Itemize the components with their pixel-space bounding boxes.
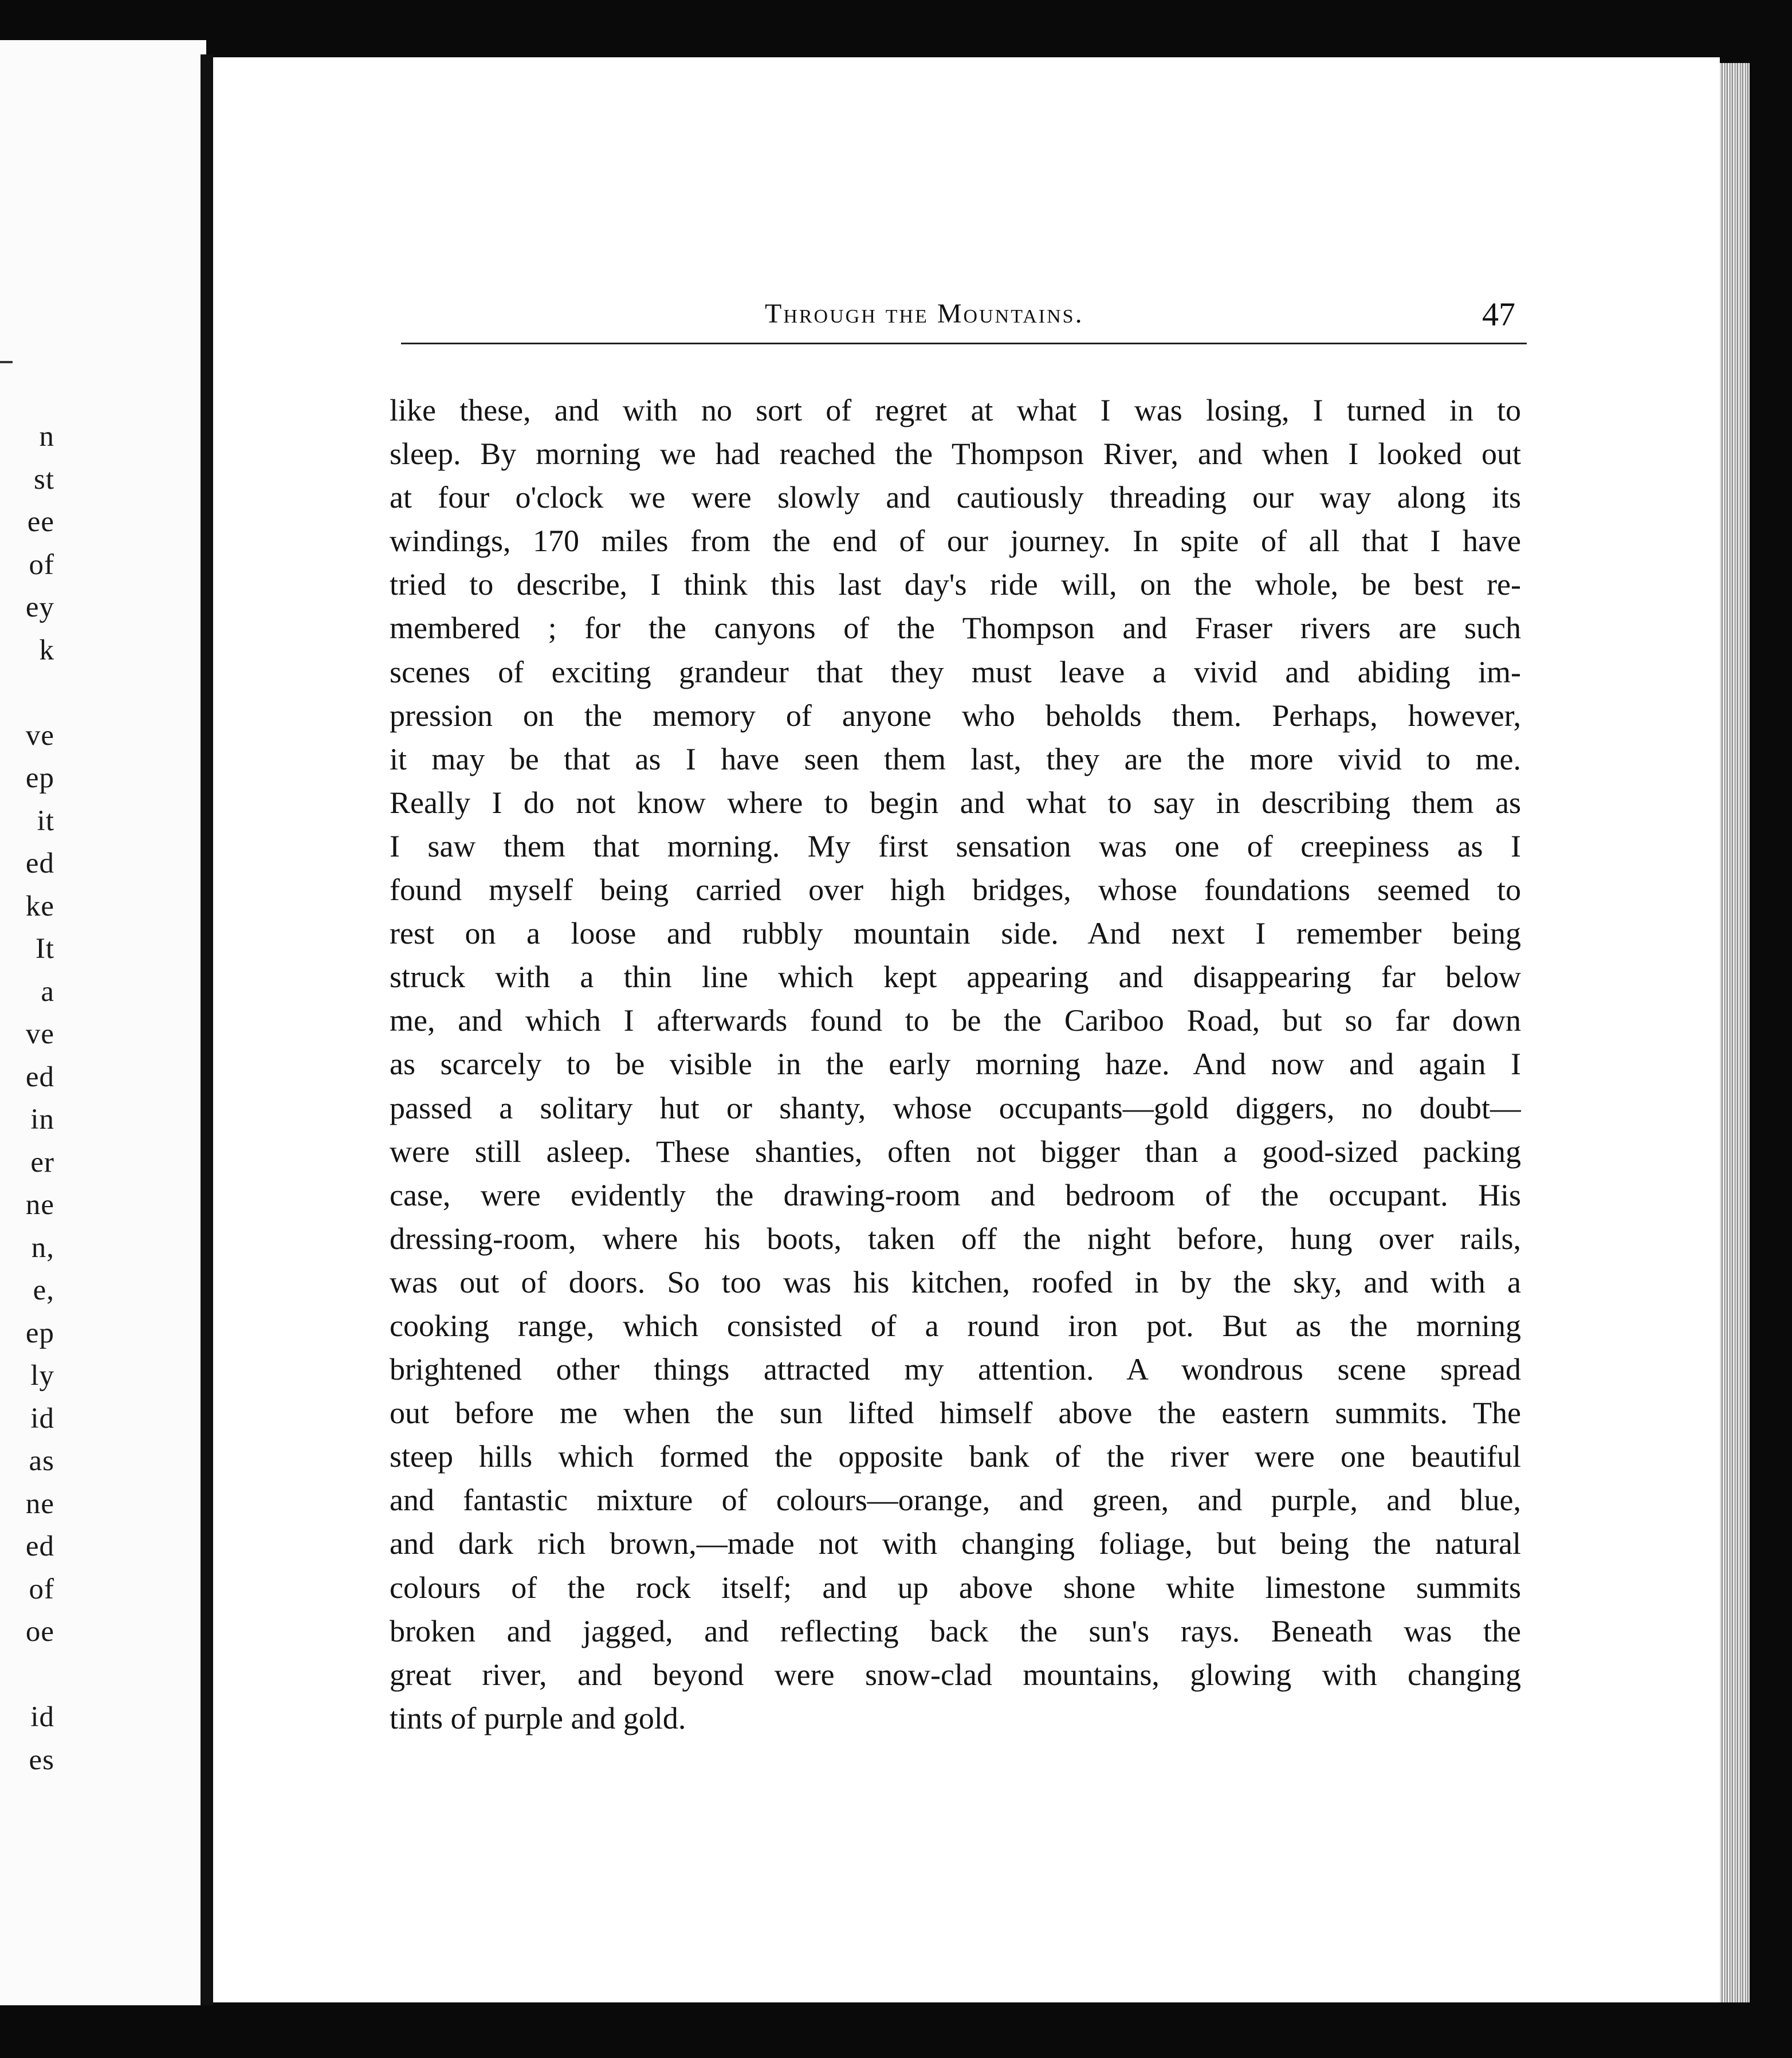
text-line: dressing-room, where his boots, taken off the night before, hung over rails,: [390, 1221, 1521, 1256]
left-page-fragment: ke: [25, 890, 54, 922]
text-line: colours of the rock itself; and up above shone white limestone summits: [390, 1570, 1521, 1605]
running-head-title: Through the Mountains.: [765, 299, 1084, 329]
left-page-fragment: ve: [25, 1018, 54, 1050]
left-page-fragment: n,: [31, 1231, 54, 1264]
book-gutter: [201, 54, 213, 2005]
text-line: great river, and beyond were snow-clad mountains, glowing with changing: [390, 1657, 1521, 1692]
left-page-fragment: ly: [30, 1360, 54, 1392]
body-text: [390, 388, 1521, 1740]
left-page-fragment: id: [30, 1402, 54, 1435]
left-page-fragment: ed: [25, 847, 54, 879]
text-line: tints of purple and gold.: [390, 1700, 686, 1735]
text-line: it may be that as I have seen them last, they are the more vivid to me.: [390, 741, 1521, 776]
left-page-fragment: of: [29, 1573, 54, 1605]
text-line: me, and which I afterwards found to be the Cariboo Road, but so far down: [390, 1003, 1521, 1038]
header-rule: [401, 343, 1527, 344]
text-line: scenes of exciting grandeur that they must leave a vivid and abiding im-: [390, 654, 1521, 689]
left-page-fragment: in: [30, 1103, 54, 1136]
left-page-fragment: st: [33, 463, 54, 496]
left-page-fragment: ne: [25, 1189, 54, 1221]
left-page-fragment: ne: [25, 1487, 54, 1520]
text-line: as scarcely to be visible in the early morning haze. And now and again I: [390, 1047, 1521, 1082]
text-line: case, were evidently the drawing-room and bedroom of the occupant. His: [390, 1177, 1521, 1212]
page-number: 47: [1482, 296, 1515, 333]
left-page-fragment: a: [41, 975, 54, 1008]
text-line: out before me when the sun lifted himself above the eastern summits. The: [390, 1396, 1521, 1431]
left-page: [0, 40, 206, 2005]
text-line: sleep. By morning we had reached the Thompson River, and when I looked out: [390, 437, 1521, 472]
page-edge: [1720, 63, 1750, 2002]
text-line: like these, and with no sort of regret at what I was losing, I turned in to: [390, 393, 1521, 427]
left-page-fragment: ee: [27, 506, 54, 538]
text-line: and dark rich brown,—made not with changing foliage, but being the natural: [390, 1526, 1521, 1561]
left-page-fragment: ed: [25, 1530, 54, 1562]
left-page-fragment: oe: [25, 1616, 54, 1648]
text-line: pression on the memory of anyone who beholds them. Perhaps, however,: [390, 698, 1521, 733]
left-page-fragment: ed: [25, 1061, 54, 1093]
text-line: found myself being carried over high bridges, whose foundations seemed to: [390, 873, 1521, 908]
left-page-rule: [0, 361, 13, 363]
left-page-fragment: ep: [25, 762, 54, 794]
left-page-fragment: ey: [25, 591, 54, 623]
text-line: struck with a thin line which kept appearing and disappearing far below: [390, 960, 1521, 995]
text-line: tried to describe, I think this last day's ride will, on the whole, be best re-: [390, 567, 1521, 602]
text-line: brightened other things attracted my attention. A wondrous scene spread: [390, 1352, 1521, 1387]
text-line: at four o'clock we were slowly and cautiously threading our way along its: [390, 480, 1521, 515]
left-page-fragment: id: [30, 1701, 54, 1733]
left-page-fragment: it: [37, 804, 54, 837]
left-page-fragment: ep: [25, 1317, 54, 1349]
text-line: windings, 170 miles from the end of our journey. In spite of all that I have: [390, 524, 1521, 559]
text-line: steep hills which formed the opposite bank of the river were one beautiful: [390, 1439, 1521, 1474]
text-line: Really I do not know where to begin and what to say in describing them as: [390, 785, 1521, 820]
text-line: membered ; for the canyons of the Thompson and Fraser rivers are such: [390, 611, 1521, 646]
running-head: [401, 286, 1527, 344]
text-line: passed a solitary hut or shanty, whose occupants—gold diggers, no doubt—: [390, 1090, 1521, 1125]
text-line: were still asleep. These shanties, often not bigger than a good-sized packing: [390, 1134, 1521, 1169]
text-line: and fantastic mixture of colours—orange, and green, and purple, and blue,: [390, 1483, 1521, 1518]
text-line: rest on a loose and rubbly mountain side. And next I remember being: [390, 916, 1521, 951]
left-page-fragment: as: [29, 1445, 54, 1477]
left-page-fragment: n: [39, 421, 54, 453]
text-line: I saw them that morning. My first sensation was one of creepiness as I: [390, 828, 1521, 863]
text-line: cooking range, which consisted of a round iron pot. But as the morning: [390, 1308, 1521, 1343]
left-page-fragment: of: [29, 548, 54, 581]
left-page-fragment: er: [30, 1146, 54, 1179]
left-page-text-fragments: [0, 415, 54, 1781]
left-page-fragment: ve: [25, 719, 54, 752]
left-page-fragment: [0, 671, 54, 714]
text-line: was out of doors. So too was his kitchen, roofed in by the sky, and with a: [390, 1264, 1521, 1299]
text-line: broken and jagged, and reflecting back the sun's rays. Beneath was the: [390, 1613, 1521, 1648]
left-page-fragment: k: [39, 634, 54, 666]
left-page-fragment: e,: [33, 1274, 54, 1306]
left-page-fragment: es: [29, 1743, 54, 1776]
left-page-fragment: [0, 1654, 54, 1696]
left-page-fragment: It: [35, 933, 54, 965]
